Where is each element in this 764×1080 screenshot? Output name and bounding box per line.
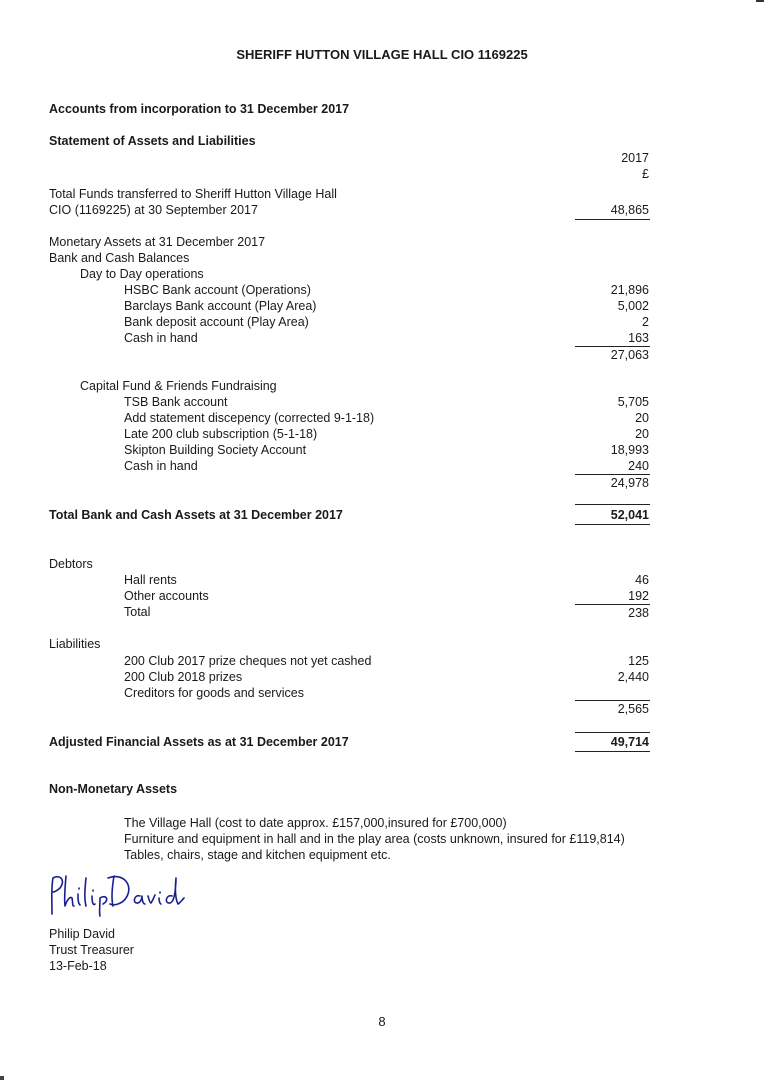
line-item-value: 46 bbox=[635, 573, 649, 587]
signature-image bbox=[48, 870, 188, 920]
scan-edge-mark bbox=[0, 1076, 4, 1080]
signature-stroke bbox=[148, 895, 155, 903]
liabilities-total-value: 2,565 bbox=[617, 702, 649, 716]
non-monetary-line: Tables, chairs, stage and kitchen equipment etc. bbox=[124, 848, 391, 862]
total-bank-cash-value: 52,041 bbox=[610, 508, 649, 522]
line-item-label: Bank deposit account (Play Area) bbox=[124, 315, 309, 329]
signature-stroke bbox=[166, 878, 184, 904]
line-item-value: 125 bbox=[628, 654, 649, 668]
line-item-label: Creditors for goods and services bbox=[124, 686, 304, 700]
line-item-label: Late 200 club subscription (5-1-18) bbox=[124, 427, 318, 441]
rule bbox=[575, 524, 650, 525]
statement-heading: Statement of Assets and Liabilities bbox=[49, 134, 256, 148]
signature-stroke bbox=[65, 876, 74, 906]
day-to-day-heading: Day to Day operations bbox=[80, 267, 204, 281]
signature-stroke bbox=[134, 896, 145, 904]
signature-stroke bbox=[108, 876, 129, 906]
signature-stroke bbox=[78, 888, 80, 905]
total-bank-cash-label: Total Bank and Cash Assets at 31 December 2017 bbox=[49, 508, 343, 522]
line-item-label: Skipton Building Society Account bbox=[124, 443, 307, 457]
funds-transferred-label-2: CIO (1169225) at 30 September 2017 bbox=[49, 203, 258, 217]
signature-stroke bbox=[52, 877, 63, 914]
scan-edge-mark bbox=[756, 0, 764, 2]
signature-date: 13-Feb-18 bbox=[49, 959, 107, 973]
line-item-label: Cash in hand bbox=[124, 459, 198, 473]
adjusted-assets-value: 49,714 bbox=[610, 735, 649, 749]
line-item-label: Barclays Bank account (Play Area) bbox=[124, 299, 317, 313]
line-item-value: 2 bbox=[642, 315, 649, 329]
non-monetary-line: The Village Hall (cost to date approx. £157,000,insured for £700,000) bbox=[124, 816, 507, 830]
line-item-label: Add statement discepency (corrected 9-1-18) bbox=[124, 411, 375, 425]
line-item-label: Cash in hand bbox=[124, 331, 198, 345]
monetary-assets-heading: Monetary Assets at 31 December 2017 bbox=[49, 235, 266, 249]
non-monetary-line: Furniture and equipment in hall and in the play area (costs unknown, insured for £119,814) bbox=[124, 832, 625, 846]
rule bbox=[575, 732, 650, 733]
adjusted-assets-label: Adjusted Financial Assets as at 31 December 2017 bbox=[49, 735, 349, 749]
capital-fund-subtotal: 24,978 bbox=[610, 476, 649, 490]
line-item-value: 21,896 bbox=[610, 283, 649, 297]
signature-stroke bbox=[85, 878, 86, 906]
signatory-name: Philip David bbox=[49, 927, 116, 941]
line-item-label: HSBC Bank account (Operations) bbox=[124, 283, 311, 297]
line-item-value: 2,440 bbox=[617, 670, 649, 684]
line-item-label: Other accounts bbox=[124, 589, 209, 603]
funds-transferred-value: 48,865 bbox=[610, 203, 649, 217]
line-item-value: 5,002 bbox=[617, 299, 649, 313]
signature-stroke bbox=[92, 890, 95, 905]
non-monetary-heading: Non-Monetary Assets bbox=[49, 782, 178, 796]
document-title: SHERIFF HUTTON VILLAGE HALL CIO 1169225 bbox=[236, 47, 528, 62]
capital-fund-heading: Capital Fund & Friends Fundraising bbox=[80, 379, 277, 393]
bank-cash-heading: Bank and Cash Balances bbox=[49, 251, 190, 265]
rule bbox=[575, 504, 650, 505]
line-item-value: 5,705 bbox=[617, 395, 649, 409]
line-item-label: TSB Bank account bbox=[124, 395, 228, 409]
signature-stroke bbox=[159, 892, 161, 904]
rule bbox=[575, 219, 650, 220]
column-currency: £ bbox=[642, 167, 649, 181]
signatory-role: Trust Treasurer bbox=[49, 943, 134, 957]
page-number: 8 bbox=[378, 1014, 386, 1029]
accounts-period-heading: Accounts from incorporation to 31 December 2017 bbox=[49, 102, 350, 116]
line-item-value: 18,993 bbox=[610, 443, 649, 457]
line-item-value: 240 bbox=[628, 459, 649, 473]
line-item-label: 200 Club 2018 prizes bbox=[124, 670, 243, 684]
line-item-value: 163 bbox=[628, 331, 649, 345]
line-item-value: 20 bbox=[635, 427, 649, 441]
line-item-value: 192 bbox=[628, 589, 649, 603]
debtors-total-label: Total bbox=[124, 605, 151, 619]
liabilities-heading: Liabilities bbox=[49, 637, 101, 651]
debtors-heading: Debtors bbox=[49, 557, 93, 571]
day-to-day-subtotal: 27,063 bbox=[610, 348, 649, 362]
line-item-label: 200 Club 2017 prize cheques not yet cashed bbox=[124, 654, 372, 668]
debtors-total-value: 238 bbox=[628, 606, 649, 620]
line-item-label: Hall rents bbox=[124, 573, 177, 587]
funds-transferred-label-1: Total Funds transferred to Sheriff Hutton Village Hall bbox=[49, 187, 337, 201]
signature-stroke bbox=[100, 897, 107, 916]
line-item-value: 20 bbox=[635, 411, 649, 425]
rule bbox=[575, 751, 650, 752]
column-year: 2017 bbox=[621, 151, 649, 165]
